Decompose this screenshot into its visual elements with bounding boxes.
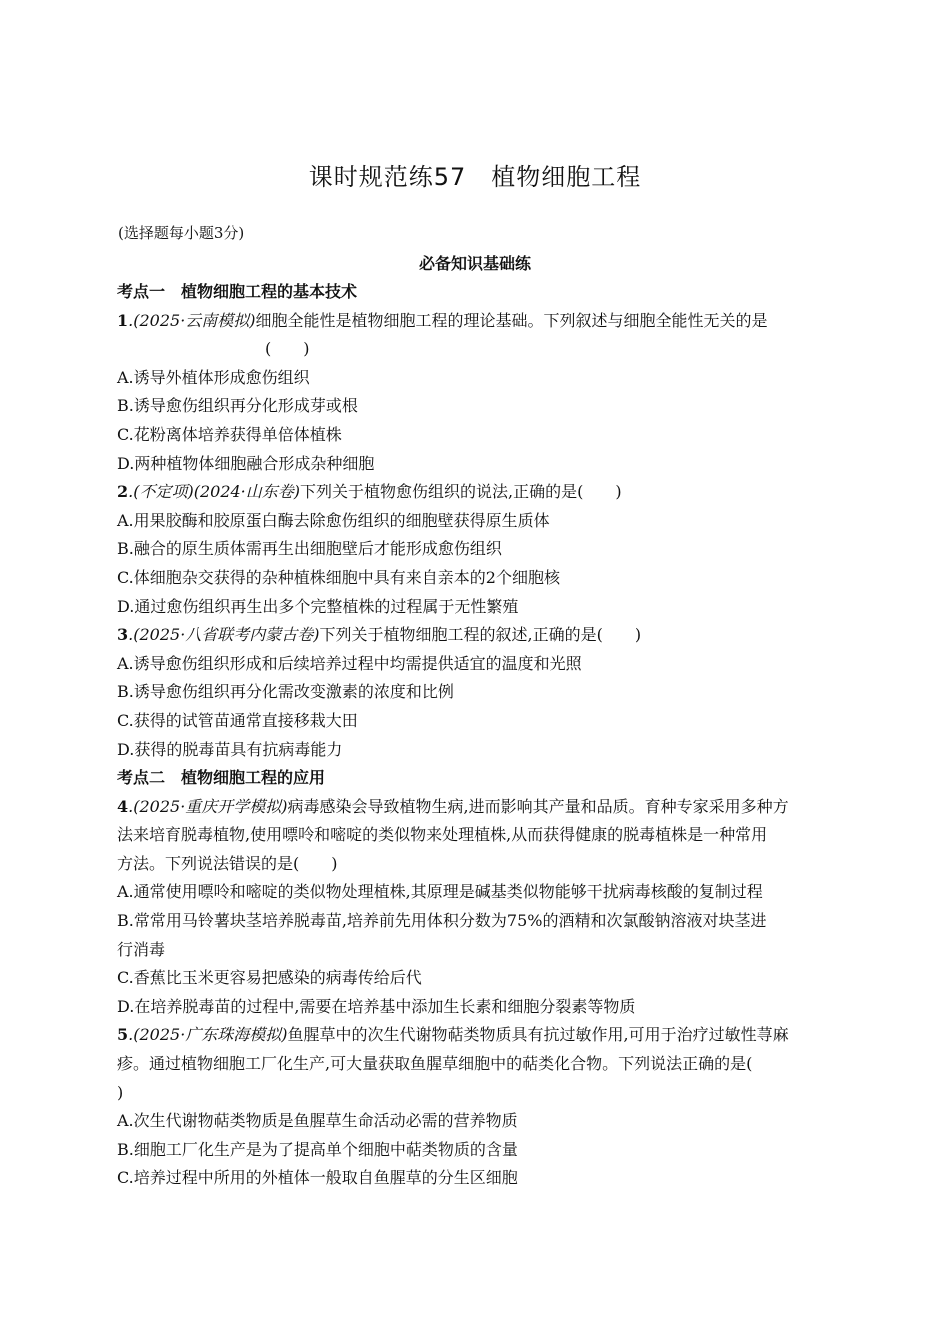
question-number: 3 <box>117 625 129 645</box>
topic-heading-2: 考点二 植物细胞工程的应用 <box>117 768 326 788</box>
question-text: 病毒感染会导致植物生病,进而影响其产量和品质。育种专家采用多种方 <box>287 796 789 816</box>
question-5-stem-cont: ) <box>117 1082 124 1102</box>
question-1-stem <box>117 307 837 336</box>
question-number: 5 <box>117 1025 129 1045</box>
question-5-stem-cont: 疹。通过植物细胞工厂化生产,可大量获取鱼腥草细胞中的萜类化合物。下列说法正确的是( <box>117 1054 753 1074</box>
question-source: .(2025·广东珠海模拟) <box>128 1025 288 1045</box>
option-a: A.用果胶酶和胶原蛋白酶去除愈伤组织的细胞壁获得原生质体 <box>117 510 550 530</box>
option-c: C.花粉离体培养获得单倍体植株 <box>117 424 342 444</box>
option-a: A.次生代谢物萜类物质是鱼腥草生命活动必需的营养物质 <box>117 1111 518 1131</box>
option-c: C.香蕉比玉米更容易把感染的病毒传给后代 <box>117 968 422 988</box>
question-source: .(2025·八省联考内蒙古卷) <box>128 625 320 645</box>
option-d: D.在培养脱毒苗的过程中,需要在培养基中添加生长素和细胞分裂素等物质 <box>117 996 636 1016</box>
score-note: (选择题每小题3分) <box>118 224 245 242</box>
question-number: 4 <box>117 796 129 816</box>
option-a: A.诱导愈伤组织形成和后续培养过程中均需提供适宜的温度和光照 <box>117 653 582 673</box>
option-c: C.培养过程中所用的外植体一般取自鱼腥草的分生区细胞 <box>117 1168 518 1188</box>
option-d: D.获得的脱毒苗具有抗病毒能力 <box>117 739 343 759</box>
question-text: 下列关于植物细胞工程的叙述,正确的是( ) <box>319 625 642 645</box>
option-b: B.细胞工厂化生产是为了提高单个细胞中萜类物质的含量 <box>117 1139 518 1159</box>
question-number: 1 <box>117 310 129 330</box>
question-source: .(2025·云南模拟) <box>128 310 256 330</box>
question-3-stem <box>117 621 837 650</box>
question-source: .(不定项)(2024·山东卷) <box>128 482 301 502</box>
option-b: B.诱导愈伤组织再分化需改变激素的浓度和比例 <box>117 682 454 702</box>
option-b-cont: 行消毒 <box>117 939 166 959</box>
option-b: B.诱导愈伤组织再分化形成芽或根 <box>117 396 358 416</box>
question-2-stem <box>117 478 837 507</box>
option-a: A.诱导外植体形成愈伤组织 <box>117 367 310 387</box>
answer-blank: ( ) <box>265 339 310 359</box>
question-4-stem-cont: 法来培育脱毒植物,使用嘌呤和嘧啶的类似物来处理植株,从而获得健康的脱毒植株是一种常用 <box>117 825 768 845</box>
question-5-stem <box>117 1021 837 1050</box>
option-c: C.体细胞杂交获得的杂种植株细胞中具有来自亲本的2个细胞核 <box>117 567 560 587</box>
question-number: 2 <box>117 482 129 502</box>
question-text: 鱼腥草中的次生代谢物萜类物质具有抗过敏作用,可用于治疗过敏性荨麻 <box>287 1025 789 1045</box>
question-source: .(2025·重庆开学模拟) <box>128 796 288 816</box>
option-d: D.两种植物体细胞融合形成杂种细胞 <box>117 453 375 473</box>
question-list <box>117 278 837 1193</box>
topic-heading-1: 考点一 植物细胞工程的基本技术 <box>117 282 358 301</box>
option-d: D.通过愈伤组织再生出多个完整植株的过程属于无性繁殖 <box>117 596 519 616</box>
question-text: 细胞全能性是植物细胞工程的理论基础。下列叙述与细胞全能性无关的是 <box>255 310 768 330</box>
option-b: B.常常用马铃薯块茎培养脱毒苗,培养前先用体积分数为75%的酒精和次氯酸钠溶液对块茎进 <box>117 911 767 931</box>
option-b: B.融合的原生质体需再生出细胞壁后才能形成愈伤组织 <box>117 539 502 559</box>
question-4-stem <box>117 793 837 822</box>
question-4-stem-cont: 方法。下列说法错误的是( ) <box>117 853 338 873</box>
page-title: 课时规范练57 植物细胞工程 <box>308 163 642 191</box>
question-text: 下列关于植物愈伤组织的说法,正确的是( ) <box>300 482 622 502</box>
option-c: C.获得的试管苗通常直接移栽大田 <box>117 710 358 730</box>
section-heading: 必备知识基础练 <box>418 254 531 273</box>
option-a: A.通常使用嘌呤和嘧啶的类似物处理植株,其原理是碱基类似物能够干扰病毒核酸的复制过程 <box>117 882 763 902</box>
